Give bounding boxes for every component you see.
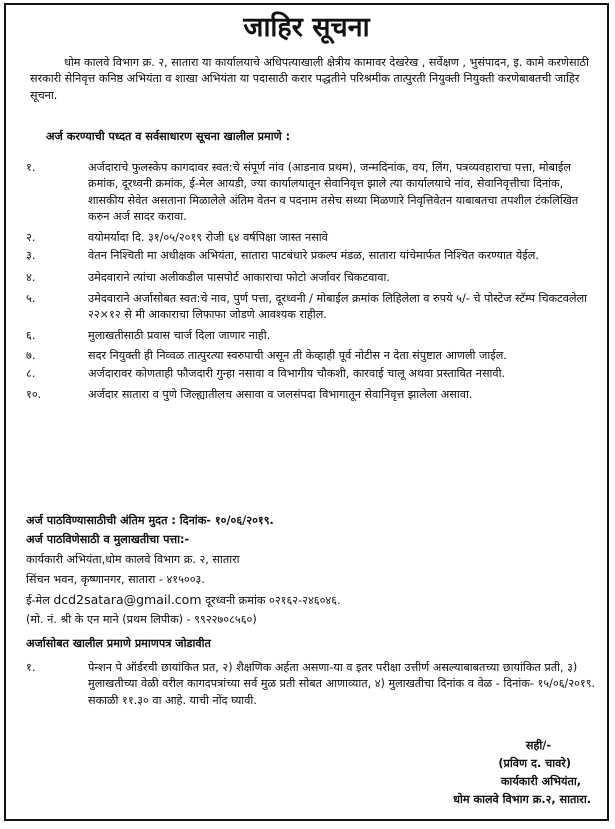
instructions-heading: अर्ज करण्याची पध्दत व सर्वसाधारण सूचना खालील प्रमाणे : (46, 130, 291, 143)
item-number: ८. (26, 367, 36, 381)
item-text: वेतन निश्चिती मा अधीक्षक अभियंता, सातारा पाटबंधारे प्रकल्प मंडळ, सातारा यांचेमार्फत निश्चित करण्यात येईल. (88, 249, 539, 263)
mobile-line: (मो. नं. श्री के एन माने (प्रथम लिपीक) - ९९२२७०८५६०) (26, 613, 257, 626)
phone-number: दूरध्वनी क्रमांक ०२१६२-२४६०४६. (205, 594, 341, 607)
list-item (26, 328, 597, 344)
list-item (26, 270, 597, 286)
item-text: अर्जदार सातारा व पुणे जिल्ह्यातीलच असावा व जलसंपदा विभागातून सेवानिवृत्त झालेला असावा. (88, 387, 473, 401)
intro-paragraph: धोम कालवे विभाग क्र. २, सातारा या कार्यालयाचे अधिपत्याखाली क्षेत्रीय कामावर देखरेख , सर्वेक्षण , भुसंपादन, इ. कामे करणेसाठी सरकारी सेनिवृत्त कनिष्ठ अभियंता व शाखा अभियंता या पदासाठी करार पद्धतीने परिश्रमीक तात्पुरती नियुक्ती नियुक्ती करणेबाबतची जाहिर सूचना. (30, 56, 589, 102)
item-number: ५. (26, 291, 36, 305)
documents-heading: अर्जासोबत खालील प्रमाणे प्रमाणपत्र जोडावीत (26, 637, 211, 650)
contact-line (26, 592, 597, 609)
list-item (26, 248, 597, 264)
item-text: उमेदवाराने त्यांचा अलीकडील पासपोर्ट आकाराचा फोटो अर्जावर चिकटवावा. (88, 271, 390, 285)
item-text: मुलाखतीसाठी प्रवास चार्ज दिला जाणार नाही. (88, 328, 271, 342)
signatory-name: (प्रविण द. चावरे) (498, 757, 571, 770)
item-number: ३. (26, 249, 36, 263)
item-number: १. (26, 161, 36, 174)
list-item (26, 230, 597, 246)
signature-block (453, 737, 591, 809)
notice-title: जाहिर सूचना (243, 12, 370, 43)
list-item (26, 291, 597, 324)
documents-item (26, 660, 597, 709)
item-number: ६. (26, 328, 36, 342)
address-heading: अर्ज पाठविणेसाठी व मुलाखतीचा पत्ता:- (26, 533, 190, 546)
item-number: ७. (26, 349, 36, 363)
item-text: उमेदवाराने अर्जासोबत स्वत:चे नाव, पुर्ण पत्ता, दूरध्वनी / मोबाईल क्रमांक लिहिलेला व रुपये ५/- चे पोस्टेज स्टॅम्प चिकटवलेला २२×१२ से मी आकाराचा लिफाफा जोडणे आवश्यक राहील. (88, 291, 588, 322)
item-number: ४. (26, 271, 36, 285)
notice-page (4, 3, 609, 821)
instructions-list (26, 160, 597, 403)
email-link[interactable]: dcd2satara@gmail.com (53, 592, 202, 607)
item-text: अर्जदाराचे फुलस्केप कागदावर स्वत:चे संपूर्ण नांव (आडनाव प्रथम), जन्मदिनांक, वय, लिंग, पत्रव्यवहाराचा पत्ता, मोबाईल क्रमांक, दूरध्वनी क्रमांक, ई-मेल आयडी, ज्या कार्यालयातून सेवानिवृत्त झाले त्या कार्यालयाचे नांव, सेवानिवृत्तीचा दिनांक, शासकीय सेवेत असताना मिळालेले अंतिम वेतन व पदनाम तसेच सध्या मिळणारे निवृत्तिवेतन याबाबतचा तपशील टंकलिखित करुन अर्ज सादर करावा. (88, 161, 579, 224)
item-text: पेन्शन पे ऑर्डरची छायांकित प्रत, २) शैक्षणिक अर्हता असणा-या व इतर परीक्षा उत्तीर्ण असल्याबाबतच्या छायांकित प्रती, ३) मुलाखतीच्या वेळी वरील कागदपत्रांच्या सर्व मुळ प्रती सोबत आणाव्यात, ४) मुलाखतीचा दिनांक व वेळ - दिनांक- १५/०६/२०१९. सकाळी ११.३० वा आहे. याची नोंद घ्यावी. (88, 661, 596, 707)
email-label: ई-मेल (26, 594, 50, 607)
signatory-designation: कार्यकारी अभियंता, (500, 775, 581, 788)
item-number: २. (26, 230, 36, 244)
item-text: अर्जदारावर कोणताही फौजदारी गुन्हा नसावा व विभागीय चौकशी, कारवाई चालू अथवा प्रस्तावित नसावी. (88, 367, 506, 381)
item-text: वयोमर्यादा दि. ३१/०५/२०१९ रोजी ६४ वर्षपिक्षा जास्त नसावे (88, 230, 328, 244)
list-item (26, 387, 597, 403)
item-number: १०. (26, 387, 42, 401)
list-item (26, 160, 597, 226)
signature-sd: सही/- (525, 739, 551, 752)
list-item (26, 348, 597, 364)
list-item (26, 366, 597, 382)
item-text: सदर नियुक्ती ही निव्वळ तात्पुरत्या स्वरुपाची असून ती केव्हाही पूर्व नोटीस न देता संपुष्टात आणली जाईल. (88, 349, 507, 363)
address-line-2: सिंचन भवन, कृष्णानगर, सातारा - ४१५००३. (26, 573, 205, 586)
item-number: १. (26, 661, 36, 674)
deadline-line: अर्ज पाठविण्यासाठीची अंतिम मुदत : दिनांक- १०/०६/२०१९. (26, 514, 274, 527)
signatory-office: धोम कालवे विभाग क्र.२, सातारा. (453, 793, 591, 806)
address-line-1: कार्यकारी अभियंता,धोम कालवे विभाग क्र. २, सातारा (26, 553, 240, 566)
